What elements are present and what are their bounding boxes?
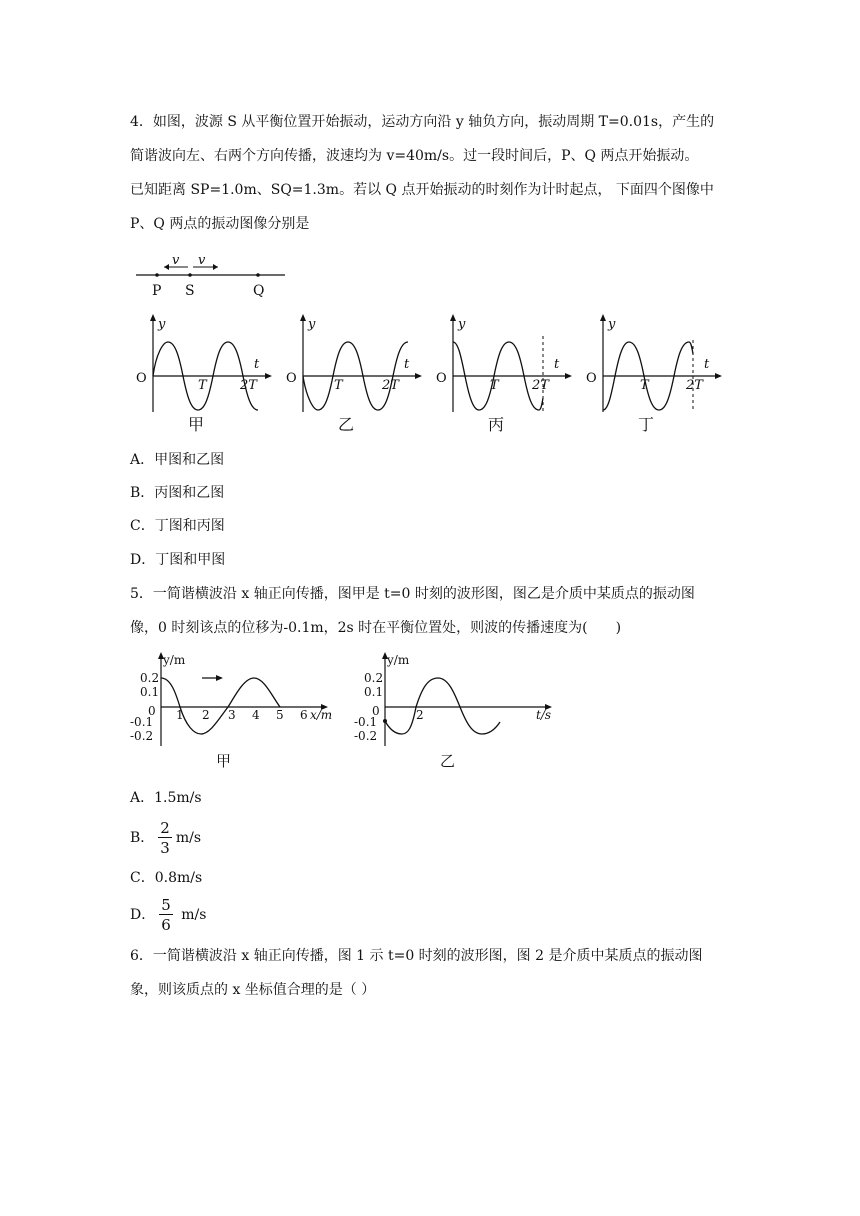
origin-label: O [286,371,297,386]
graph-name: 丁 [638,415,655,434]
t-label: t [404,357,410,372]
fig-name: 乙 [440,752,456,770]
point-s-dot [188,273,192,277]
t-label: t [554,357,560,372]
waveform-curve [161,678,280,734]
left-velocity-label: v [172,253,180,268]
vibration-curve [385,678,500,734]
point-p-dot [155,273,159,277]
q6-text-line-2: 象，则该质点的 x 坐标值合理的是（ ） [130,982,376,998]
q5-option-b[interactable] [130,818,201,858]
q4-graphs [130,308,730,438]
q4-text-line-3: 已知距离 SP=1.0m、SQ=1.3m。若以 Q 点开始振动的时刻作为计时起点， 下面四个图像中 [130,182,714,198]
fig-jia-waveform [130,652,332,770]
graph-bing [436,314,572,434]
x-axis-label: x/m [310,708,333,722]
q5-option-a[interactable]: A．1.5m/s [130,790,202,806]
tick-2T: 2T [382,378,399,393]
y-axis-label: y/m [387,653,410,667]
q4-option-c[interactable]: C．丁图和丙图 [130,518,225,534]
t-label: t [704,357,710,372]
origin-label: O [136,371,147,386]
graph-name: 甲 [188,415,205,434]
graph-name: 乙 [338,415,355,434]
q6-text-line-1: 6．一简谐横波沿 x 轴正向传播，图 1 示 t=0 时刻的波形图，图 2 是介质中某质点的振动图 [130,948,703,964]
tick-T: T [334,378,343,393]
fraction-2-3: $\frac{2}{3}$ [160,818,170,857]
y-label: y [608,317,616,332]
tick-T: T [490,378,499,393]
tick-T: T [640,378,649,393]
xtick-4: 4 [252,708,260,722]
q4-text-line-2: 简谐波向左、右两个方向传播，波速均为 v=40m/s。过一段时间后，P、Q 两点开始振动。 [130,148,699,164]
tick-2T: 2T [686,378,703,393]
xtick-5: 5 [276,708,284,722]
ytick-0: 0 [148,704,156,718]
q4-text-line-1: 4．如图，波源 S 从平衡位置开始振动，运动方向沿 y 轴负方向，振动周期 T=0.01s，产生的 [130,114,715,130]
xtick-3: 3 [228,708,236,722]
origin-label: O [436,371,447,386]
y-label: y [308,317,316,332]
graph-name: 丙 [488,415,505,434]
q4-text-line-4: P、Q 两点的振动图像分别是 [130,216,310,232]
ttick-2: 2 [416,708,424,722]
fig-yi-vibration [354,652,552,770]
tick-T: T [198,378,207,393]
point-q-dot [256,273,260,277]
q4-option-d[interactable]: D．丁图和甲图 [130,552,226,568]
q4-option-b[interactable]: B．丙图和乙图 [130,485,225,501]
origin-label: O [586,371,597,386]
fig-name: 甲 [216,752,232,770]
point-s-label: S [185,283,195,299]
ytick-neg-0.1: -0.1 [354,715,378,729]
graph-yi [286,314,422,434]
graph-ding [586,314,722,434]
q4-option-a[interactable]: A．甲图和乙图 [130,452,225,468]
q4-source-diagram [130,252,300,304]
ytick-neg-0.2: -0.2 [130,729,154,743]
y-label: y [458,317,466,332]
option-d-prefix: D． [130,907,156,923]
option-b-unit: m/s [175,830,202,846]
right-velocity-label: v [198,253,206,268]
graph-jia [136,314,272,434]
option-b-prefix: B． [130,830,155,846]
xtick-1: 1 [176,708,184,722]
y-axis-label: y/m [163,653,186,667]
ytick-neg-0.1: -0.1 [130,715,154,729]
point-p-label: P [152,283,162,299]
ytick-0.1: 0.1 [140,685,160,699]
ytick-0.1: 0.1 [364,685,384,699]
fraction-5-6: $\frac{5}{6}$ [161,895,171,934]
option-d-unit: m/s [181,907,207,923]
q5-option-d[interactable] [130,895,206,935]
ytick-0.2: 0.2 [140,671,160,685]
start-point [383,719,387,723]
q5-option-c[interactable]: C．0.8m/s [130,870,203,886]
y-label: y [158,317,166,332]
q5-figures [130,648,570,778]
q5-text-line-1: 5．一简谐横波沿 x 轴正向传播，图甲是 t=0 时刻的波形图，图乙是介质中某质点的振动图 [130,586,695,602]
ytick-0.2: 0.2 [364,671,384,685]
point-q-label: Q [253,283,265,299]
t-label: t [254,357,260,372]
tick-2T: 2T [532,378,549,393]
t-axis-label: t/s [536,708,552,722]
xtick-6: 6 [300,708,308,722]
q5-text-line-2: 像，0 时刻该点的位移为-0.1m，2s 时在平衡位置处，则波的传播速度为( ) [130,620,622,636]
tick-2T: 2T [240,378,257,393]
xtick-2: 2 [202,708,210,722]
ytick-0: 0 [372,704,380,718]
ytick-neg-0.2: -0.2 [354,729,378,743]
